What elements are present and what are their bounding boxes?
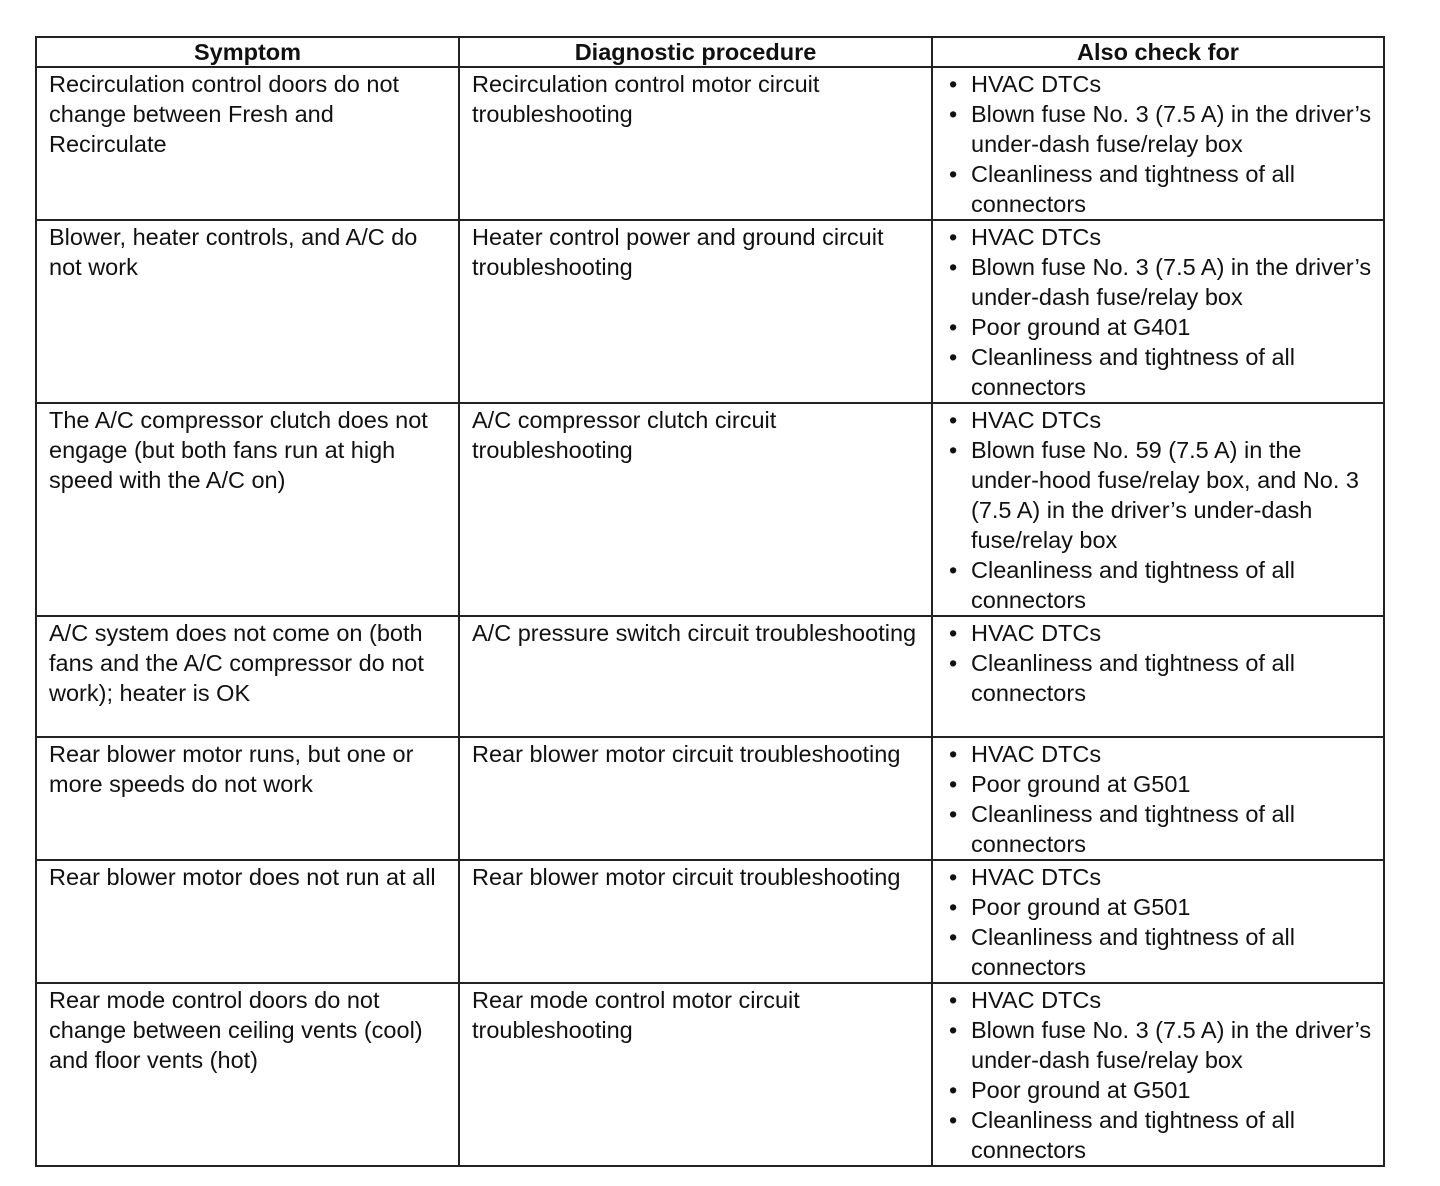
header-also-check-for: Also check for (932, 37, 1384, 67)
checks-list (945, 985, 1373, 1165)
check-item: • Poor ground at G501 (945, 769, 1373, 799)
check-item: • Cleanliness and tightness of all connectors (945, 342, 1373, 402)
check-item: • Blown fuse No. 3 (7.5 A) in the driver’s under-dash fuse/relay box (945, 252, 1373, 312)
procedure-cell: A/C pressure switch circuit troubleshooting (459, 616, 932, 737)
header-row (36, 37, 1384, 67)
procedure-cell: Rear blower motor circuit troubleshooting (459, 860, 932, 983)
checks-list (945, 405, 1373, 615)
check-item: • HVAC DTCs (945, 222, 1373, 252)
check-item: • Poor ground at G501 (945, 892, 1373, 922)
symptom-cell: Rear mode control doors do not change between ceiling vents (cool) and floor vents (hot) (36, 983, 459, 1166)
check-item: • Blown fuse No. 59 (7.5 A) in the under-hood fuse/relay box, and No. 3 (7.5 A) in the driver’s under-dash fuse/relay box (945, 435, 1373, 555)
checks-cell (932, 67, 1384, 220)
checks-cell (932, 737, 1384, 860)
check-item: • HVAC DTCs (945, 405, 1373, 435)
checks-list (945, 69, 1373, 219)
check-item: • HVAC DTCs (945, 618, 1373, 648)
header-diagnostic-procedure: Diagnostic procedure (459, 37, 932, 67)
table-row (36, 67, 1384, 220)
symptom-cell: Blower, heater controls, and A/C do not work (36, 220, 459, 403)
check-item: • Cleanliness and tightness of all connectors (945, 1105, 1373, 1165)
checks-list (945, 618, 1373, 708)
check-item: • Cleanliness and tightness of all connectors (945, 159, 1373, 219)
table-row (36, 220, 1384, 403)
checks-list (945, 862, 1373, 982)
symptom-cell: A/C system does not come on (both fans and the A/C compressor do not work); heater is OK (36, 616, 459, 737)
checks-cell (932, 860, 1384, 983)
check-item: • Blown fuse No. 3 (7.5 A) in the driver’s under-dash fuse/relay box (945, 99, 1373, 159)
check-item: • Poor ground at G401 (945, 312, 1373, 342)
checks-list (945, 222, 1373, 402)
checks-cell (932, 616, 1384, 737)
check-item: • Cleanliness and tightness of all connectors (945, 648, 1373, 708)
table-row (36, 860, 1384, 983)
procedure-cell: Heater control power and ground circuit troubleshooting (459, 220, 932, 403)
table-row (36, 737, 1384, 860)
procedure-cell: Recirculation control motor circuit troubleshooting (459, 67, 932, 220)
symptom-cell: Rear blower motor does not run at all (36, 860, 459, 983)
check-item: • Poor ground at G501 (945, 1075, 1373, 1105)
procedure-cell: Rear blower motor circuit troubleshooting (459, 737, 932, 860)
checks-list (945, 739, 1373, 859)
troubleshooting-table (35, 36, 1385, 1167)
check-item: • HVAC DTCs (945, 69, 1373, 99)
table-row (36, 616, 1384, 737)
checks-cell (932, 220, 1384, 403)
check-item: • HVAC DTCs (945, 862, 1373, 892)
check-item: • Blown fuse No. 3 (7.5 A) in the driver’s under-dash fuse/relay box (945, 1015, 1373, 1075)
checks-cell (932, 403, 1384, 616)
check-item: • Cleanliness and tightness of all connectors (945, 555, 1373, 615)
check-item: • HVAC DTCs (945, 739, 1373, 769)
check-item: • HVAC DTCs (945, 985, 1373, 1015)
header-symptom: Symptom (36, 37, 459, 67)
procedure-cell: Rear mode control motor circuit troubleshooting (459, 983, 932, 1166)
table-row (36, 403, 1384, 616)
symptom-cell: Recirculation control doors do not change between Fresh and Recirculate (36, 67, 459, 220)
checks-cell (932, 983, 1384, 1166)
check-item: • Cleanliness and tightness of all connectors (945, 799, 1373, 859)
check-item: • Cleanliness and tightness of all connectors (945, 922, 1373, 982)
table-row (36, 983, 1384, 1166)
symptom-cell: Rear blower motor runs, but one or more speeds do not work (36, 737, 459, 860)
symptom-cell: The A/C compressor clutch does not engage (but both fans run at high speed with the A/C on) (36, 403, 459, 616)
procedure-cell: A/C compressor clutch circuit troubleshooting (459, 403, 932, 616)
